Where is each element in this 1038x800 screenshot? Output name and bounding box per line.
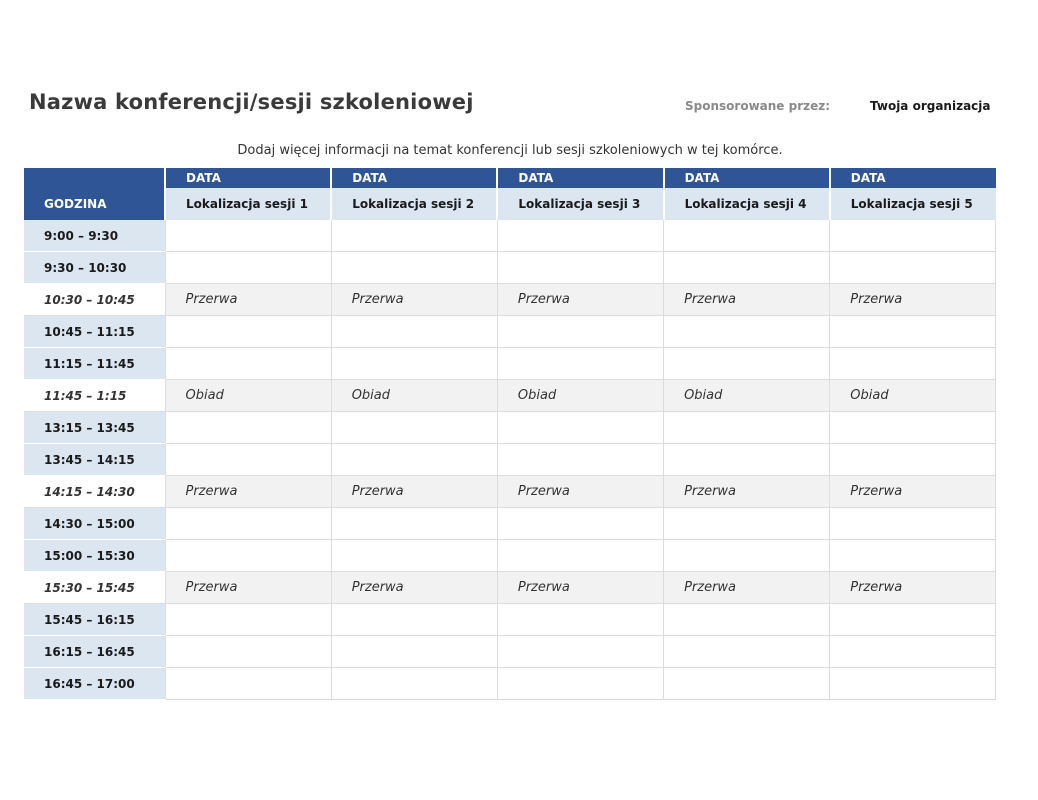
date-cell[interactable]: DATA <box>664 168 830 188</box>
session-cell[interactable] <box>664 668 830 700</box>
corner-cell <box>24 168 165 188</box>
time-slot-row <box>24 508 996 540</box>
location-cell[interactable]: Lokalizacja sesji 4 <box>664 188 830 220</box>
session-cell[interactable] <box>664 316 830 348</box>
session-cell[interactable] <box>165 604 331 636</box>
date-cell[interactable]: DATA <box>331 168 497 188</box>
time-slot-row <box>24 348 996 380</box>
session-cell[interactable] <box>331 348 497 380</box>
session-cell[interactable] <box>664 604 830 636</box>
session-cell[interactable] <box>165 316 331 348</box>
time-slot-label: 13:45 – 14:15 <box>24 444 165 476</box>
session-cell[interactable] <box>830 252 996 284</box>
session-cell[interactable] <box>331 252 497 284</box>
session-cell[interactable] <box>165 508 331 540</box>
session-cell[interactable] <box>331 220 497 252</box>
session-cell[interactable] <box>830 348 996 380</box>
time-slot-label: 16:45 – 17:00 <box>24 668 165 700</box>
session-cell[interactable] <box>165 668 331 700</box>
break-cell[interactable]: Przerwa <box>165 572 331 604</box>
time-slot-row <box>24 220 996 252</box>
location-cell[interactable]: Lokalizacja sesji 1 <box>165 188 331 220</box>
time-slot-row <box>24 668 996 700</box>
break-cell[interactable]: Przerwa <box>331 284 497 316</box>
break-cell[interactable]: Obiad <box>331 380 497 412</box>
break-cell[interactable]: Przerwa <box>165 284 331 316</box>
session-cell[interactable] <box>664 636 830 668</box>
subtitle[interactable]: Dodaj więcej informacji na temat konferencji lub sesji szkoleniowych w tej komórce. <box>237 143 783 158</box>
time-slot-label: 13:15 – 13:45 <box>24 412 165 444</box>
time-slot-row <box>24 412 996 444</box>
session-cell[interactable] <box>497 508 663 540</box>
session-cell[interactable] <box>331 316 497 348</box>
time-slot-label: 14:15 – 14:30 <box>24 476 165 508</box>
time-slot-label: 9:00 – 9:30 <box>24 220 165 252</box>
session-cell[interactable] <box>830 444 996 476</box>
break-cell[interactable]: Obiad <box>165 380 331 412</box>
session-cell[interactable] <box>497 668 663 700</box>
page-title: Nazwa konferencji/sesji szkoleniowej <box>29 90 474 114</box>
break-row <box>24 476 996 508</box>
session-cell[interactable] <box>497 316 663 348</box>
time-slot-label: 15:45 – 16:15 <box>24 604 165 636</box>
session-cell[interactable] <box>165 444 331 476</box>
session-cell[interactable] <box>331 508 497 540</box>
break-cell[interactable]: Przerwa <box>497 476 663 508</box>
session-cell[interactable] <box>165 636 331 668</box>
session-cell[interactable] <box>664 220 830 252</box>
break-row <box>24 572 996 604</box>
break-cell[interactable]: Przerwa <box>497 572 663 604</box>
break-cell[interactable]: Przerwa <box>830 572 996 604</box>
date-cell[interactable]: DATA <box>830 168 996 188</box>
date-cell[interactable]: DATA <box>165 168 331 188</box>
session-cell[interactable] <box>830 412 996 444</box>
session-cell[interactable] <box>497 348 663 380</box>
session-cell[interactable] <box>830 540 996 572</box>
session-cell[interactable] <box>830 220 996 252</box>
time-slot-label: 15:30 – 15:45 <box>24 572 165 604</box>
session-cell[interactable] <box>830 604 996 636</box>
time-slot-label: 10:30 – 10:45 <box>24 284 165 316</box>
session-cell[interactable] <box>497 540 663 572</box>
session-cell[interactable] <box>497 444 663 476</box>
time-slot-row <box>24 444 996 476</box>
time-slot-row <box>24 316 996 348</box>
date-header-row <box>24 168 996 188</box>
time-slot-row <box>24 540 996 572</box>
session-cell[interactable] <box>497 604 663 636</box>
session-cell[interactable] <box>165 252 331 284</box>
break-cell[interactable]: Przerwa <box>664 284 830 316</box>
session-cell[interactable] <box>664 540 830 572</box>
time-slot-row <box>24 636 996 668</box>
session-cell[interactable] <box>331 668 497 700</box>
session-cell[interactable] <box>664 508 830 540</box>
break-cell[interactable]: Przerwa <box>165 476 331 508</box>
schedule-table <box>24 168 996 700</box>
time-slot-row <box>24 604 996 636</box>
session-cell[interactable] <box>497 412 663 444</box>
session-cell[interactable] <box>331 540 497 572</box>
time-slot-row <box>24 252 996 284</box>
time-slot-label: 9:30 – 10:30 <box>24 252 165 284</box>
date-cell[interactable]: DATA <box>497 168 663 188</box>
time-slot-label: 11:15 – 11:45 <box>24 348 165 380</box>
break-cell[interactable]: Obiad <box>830 380 996 412</box>
session-cell[interactable] <box>664 444 830 476</box>
break-cell[interactable]: Obiad <box>664 380 830 412</box>
location-cell[interactable]: Lokalizacja sesji 3 <box>497 188 663 220</box>
session-cell[interactable] <box>830 316 996 348</box>
break-row <box>24 380 996 412</box>
break-cell[interactable]: Przerwa <box>830 476 996 508</box>
time-slot-label: 14:30 – 15:00 <box>24 508 165 540</box>
session-cell[interactable] <box>664 252 830 284</box>
session-cell[interactable] <box>331 636 497 668</box>
session-cell[interactable] <box>830 668 996 700</box>
session-cell[interactable] <box>664 348 830 380</box>
break-cell[interactable]: Przerwa <box>331 572 497 604</box>
session-cell[interactable] <box>165 412 331 444</box>
time-slot-label: 15:00 – 15:30 <box>24 540 165 572</box>
location-cell[interactable]: Lokalizacja sesji 2 <box>331 188 497 220</box>
location-header-row <box>24 188 996 220</box>
sponsor-value[interactable]: Twoja organizacja <box>870 99 991 113</box>
session-cell[interactable] <box>497 220 663 252</box>
break-cell[interactable]: Przerwa <box>497 284 663 316</box>
time-slot-label: 11:45 – 1:15 <box>24 380 165 412</box>
session-cell[interactable] <box>830 636 996 668</box>
time-slot-label: 16:15 – 16:45 <box>24 636 165 668</box>
session-cell[interactable] <box>664 412 830 444</box>
break-cell[interactable]: Przerwa <box>830 284 996 316</box>
hour-column-header: GODZINA <box>24 188 165 220</box>
session-cell[interactable] <box>165 540 331 572</box>
session-cell[interactable] <box>497 636 663 668</box>
break-cell[interactable]: Przerwa <box>664 572 830 604</box>
break-row <box>24 284 996 316</box>
session-cell[interactable] <box>331 444 497 476</box>
break-cell[interactable]: Przerwa <box>331 476 497 508</box>
sponsor-label: Sponsorowane przez: <box>685 99 831 113</box>
session-cell[interactable] <box>165 220 331 252</box>
session-cell[interactable] <box>331 604 497 636</box>
session-cell[interactable] <box>165 348 331 380</box>
break-cell[interactable]: Obiad <box>497 380 663 412</box>
session-cell[interactable] <box>331 412 497 444</box>
time-slot-label: 10:45 – 11:15 <box>24 316 165 348</box>
break-cell[interactable]: Przerwa <box>664 476 830 508</box>
session-cell[interactable] <box>830 508 996 540</box>
session-cell[interactable] <box>497 252 663 284</box>
location-cell[interactable]: Lokalizacja sesji 5 <box>830 188 996 220</box>
